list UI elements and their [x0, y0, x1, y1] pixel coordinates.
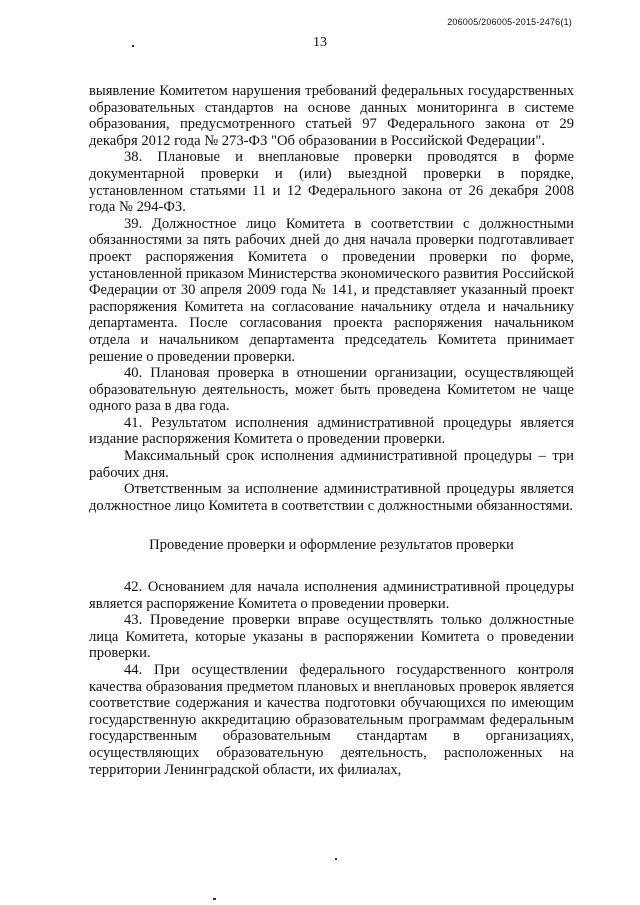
page-number: 13 [313, 35, 327, 50]
scan-speck [335, 858, 337, 860]
paragraph-41: 41. Результатом исполнения административной процедуры является издание распоряжения Комитета о проведении проверки. [89, 414, 574, 448]
scan-speck [213, 898, 216, 900]
paragraph-39: 39. Должностное лицо Комитета в соответствии с должностными обязанностями за пять рабочих дней до дня начала проверки подготавливает проект распоряжения Комитета о проведении проверки по форме, установленной приказом Министерства экономического развития Российской Федерации от 30 апреля 2009 года № 141, и представляет указанный проект распоряжения Комитета на согласование начальнику отдела и начальнику департамента. После согласования проекта распоряжения начальником отдела и начальником департамента председатель Комитета принимает решение о проведении проверки. [89, 215, 574, 365]
paragraph-responsible: Ответственным за исполнение административной процедуры является должностное лицо Комитета в соответствии с должностными обязанностями. [89, 481, 574, 514]
paragraph-44: 44. При осуществлении федерального государственного контроля качества образования предметом плановых и внеплановых проверок является соответствие содержания и качества подготовки обучающихся по имеющим государственную аккредитацию образовательным программам федеральным государственным образовательным стандартам в организациях, осуществляющих образовательную деятельность, расположенных на территории Ленинградской области, их филиалах, [89, 662, 574, 778]
paragraph-43: 43. Проведение проверки вправе осуществлять только должностные лица Комитета, которые указаны в распоряжении Комитета о проведении проверки. [89, 612, 574, 662]
document-body [89, 83, 574, 778]
paragraph-40: 40. Плановая проверка в отношении организации, осуществляющей образовательную деятельность, может быть проведена Комитетом не чаще одного раза в два года. [89, 365, 574, 415]
paragraph-42: 42. Основанием для начала исполнения административной процедуры является распоряжение Комитета о проведении проверки. [89, 579, 574, 612]
paragraph-38: 38. Плановые и внеплановые проверки проводятся в форме документарной проверки и (или) выездной проверки в порядке, установленном статьями 11 и 12 Федерального закона от 26 декабря 2008 года № 294-ФЗ. [89, 149, 574, 216]
paragraph-continuation: выявление Комитетом нарушения требований федеральных государственных образовательных стандартов на основе данных мониторинга в системе образования, предусмотренного статьей 97 Федерального закона от 29 декабря 2012 года № 273-ФЗ "Об образовании в Российской Федерации". [89, 83, 574, 149]
paragraph-max-term: Максимальный срок исполнения административной процедуры – три рабочих дня. [89, 448, 574, 481]
scan-speck [132, 45, 134, 47]
document-id: 206005/206005-2015-2476(1) [447, 17, 572, 27]
section-heading: Проведение проверки и оформление результатов проверки [149, 537, 514, 554]
